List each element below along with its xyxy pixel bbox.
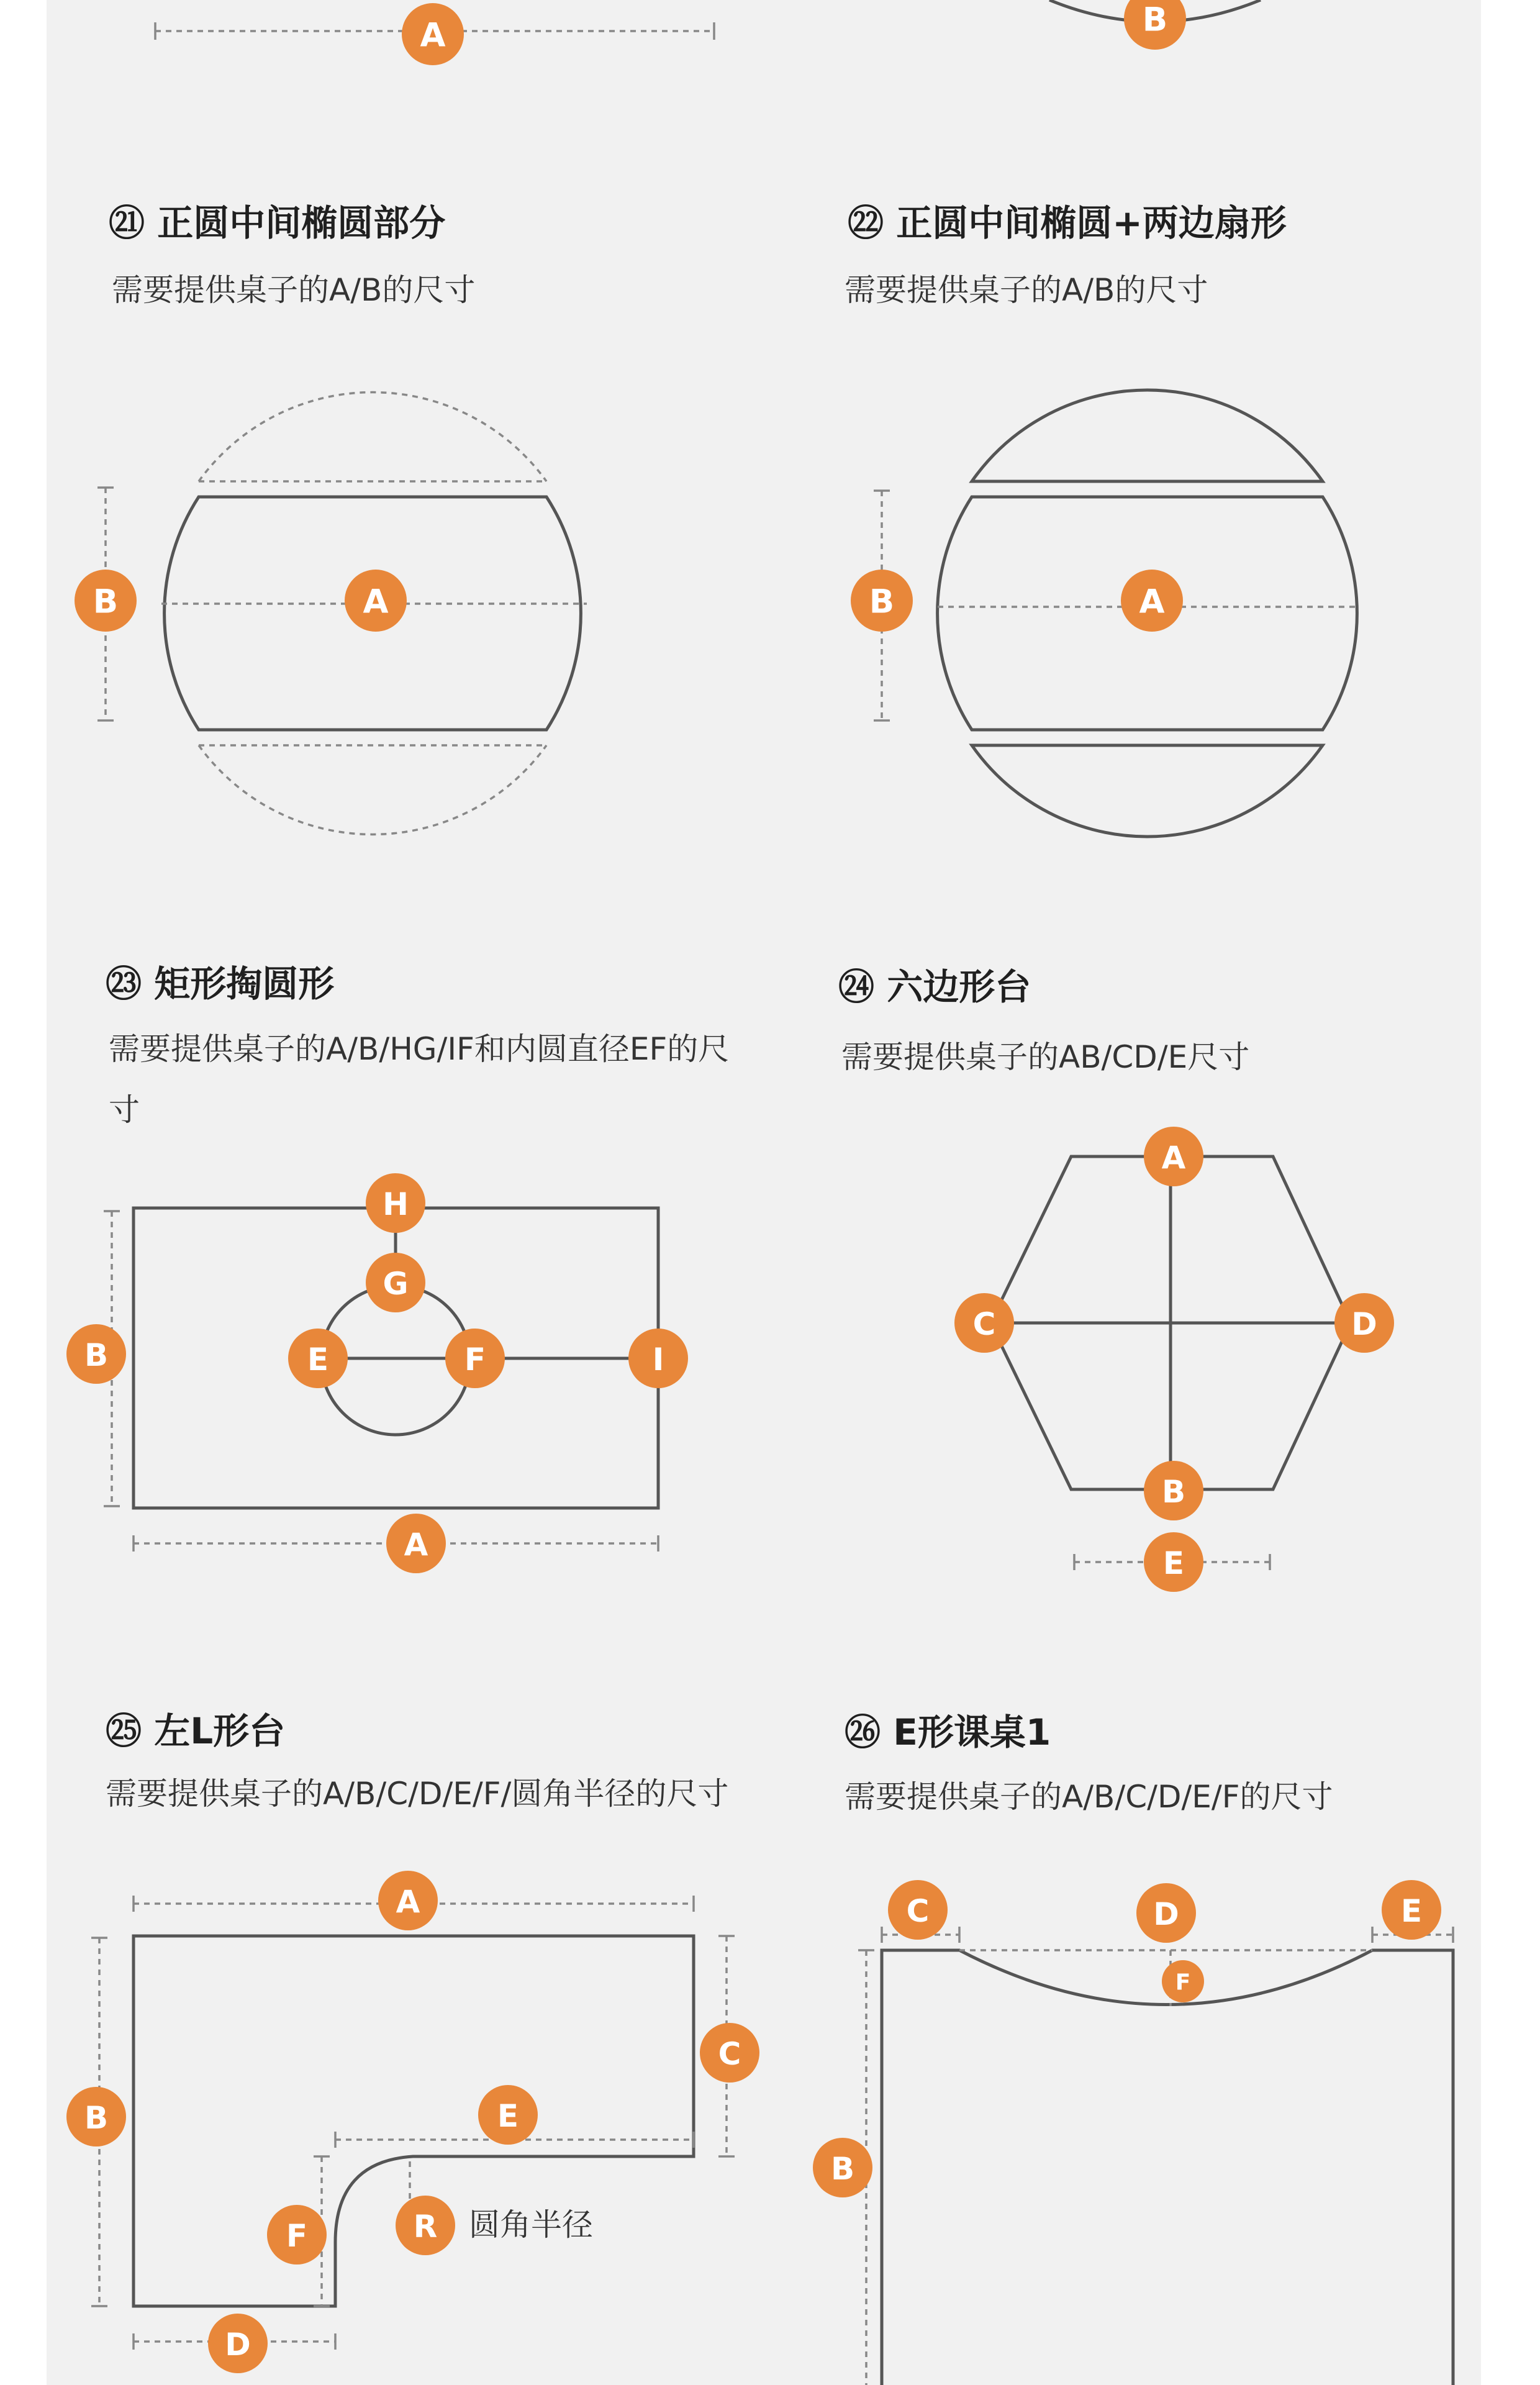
badge-s24-e — [1144, 1532, 1203, 1592]
section-26-desc: 需要提供桌子的A/B/C/D/E/F的尺寸 — [845, 1779, 1333, 1815]
badge-s26-d — [1136, 1883, 1196, 1943]
section-25-title: ㉕ 左L形台 — [106, 1710, 286, 1752]
badge-label: D — [225, 2327, 251, 2363]
diagram-26 — [858, 1927, 1453, 2385]
badge-label: D — [1153, 1896, 1179, 1932]
badge-s22-b — [851, 570, 913, 632]
badge-label: B — [1142, 1, 1168, 39]
badge-s24-c — [954, 1293, 1014, 1353]
badge-label: B — [84, 2100, 109, 2136]
badge-s25-e — [478, 2085, 538, 2145]
badge-top-b — [1124, 0, 1186, 50]
diagram-21 — [97, 393, 587, 835]
badge-s25-c — [700, 2023, 759, 2083]
badge-s23-a — [386, 1514, 446, 1573]
badge-label: E — [307, 1342, 329, 1378]
section-22-title: ㉒ 正圆中间椭圆+两边扇形 — [848, 202, 1287, 244]
badge-label: F — [1175, 1969, 1191, 1996]
badge-s22-a — [1121, 570, 1183, 632]
badge-label: C — [718, 2036, 741, 2072]
top-partial-diagram — [155, 0, 1261, 40]
diagram-22 — [874, 390, 1360, 837]
badge-label: A — [396, 1884, 420, 1920]
badge-s25-r — [396, 2196, 455, 2255]
badge-label: B — [84, 1337, 109, 1373]
badge-s23-e — [288, 1329, 348, 1388]
badge-label: B — [830, 2151, 855, 2187]
badge-label: A — [1161, 1140, 1186, 1176]
section-22-desc: 需要提供桌子的A/B的尺寸 — [845, 272, 1208, 308]
badge-label: R — [413, 2209, 438, 2245]
badge-s25-a — [378, 1871, 438, 1930]
badge-s23-f — [445, 1329, 505, 1388]
badge-label: A — [404, 1527, 428, 1563]
section-23-desc: 需要提供桌子的A/B/HG/IF和内圆直径EF的尺寸 — [109, 1031, 730, 1128]
badge-label: C — [972, 1306, 996, 1342]
corner-radius-label: 圆角半径 — [469, 2207, 593, 2243]
badge-label: B — [1161, 1474, 1186, 1510]
badge-layer — [66, 0, 1441, 2373]
badge-s23-b — [66, 1324, 126, 1384]
badge-s25-d — [208, 2314, 268, 2373]
badge-s25-b — [66, 2087, 126, 2146]
badge-s23-h — [366, 1173, 425, 1233]
section-26-title: ㉖ E形课桌1 — [845, 1711, 1051, 1753]
section-23-title: ㉓ 矩形掏圆形 — [106, 963, 335, 1005]
badge-s26-b — [813, 2138, 872, 2197]
badge-s24-a — [1144, 1127, 1203, 1186]
section-25-desc: 需要提供桌子的A/B/C/D/E/F/圆角半径的尺寸 — [106, 1776, 729, 1812]
section-24-title: ㉔ 六边形台 — [838, 966, 1031, 1008]
badge-s24-d — [1334, 1293, 1394, 1353]
badge-label: B — [93, 583, 119, 621]
badge-label: E — [497, 2098, 519, 2134]
section-21-title: ㉑ 正圆中间椭圆部分 — [109, 202, 446, 244]
badge-s26-f — [1162, 1960, 1204, 2002]
badge-s21-b — [75, 570, 137, 632]
badge-label: A — [363, 583, 389, 621]
badge-label: A — [1139, 583, 1165, 621]
badge-label: D — [1351, 1306, 1377, 1342]
badge-s24-b — [1144, 1461, 1203, 1520]
badge-label: C — [906, 1893, 930, 1929]
badge-label: F — [464, 1342, 486, 1378]
badge-label: H — [383, 1186, 409, 1222]
badge-s21-a — [345, 570, 407, 632]
badge-label: E — [1400, 1893, 1423, 1929]
badge-label: A — [420, 16, 446, 55]
section-21-desc: 需要提供桌子的A/B的尺寸 — [112, 272, 476, 308]
diagram-25 — [91, 1896, 735, 2350]
section-24-desc: 需要提供桌子的AB/CD/E尺寸 — [841, 1039, 1250, 1075]
badge-label: F — [286, 2218, 308, 2254]
badge-s26-e — [1382, 1880, 1441, 1940]
badge-s23-i — [628, 1329, 688, 1388]
badge-label: B — [869, 583, 895, 621]
badge-s23-g — [366, 1253, 425, 1312]
badge-label: G — [383, 1266, 409, 1302]
badge-s25-f — [267, 2205, 327, 2265]
badge-label: I — [652, 1342, 664, 1378]
badge-top-a — [402, 3, 464, 65]
badge-label: E — [1162, 1545, 1185, 1581]
badge-s26-c — [888, 1880, 948, 1940]
